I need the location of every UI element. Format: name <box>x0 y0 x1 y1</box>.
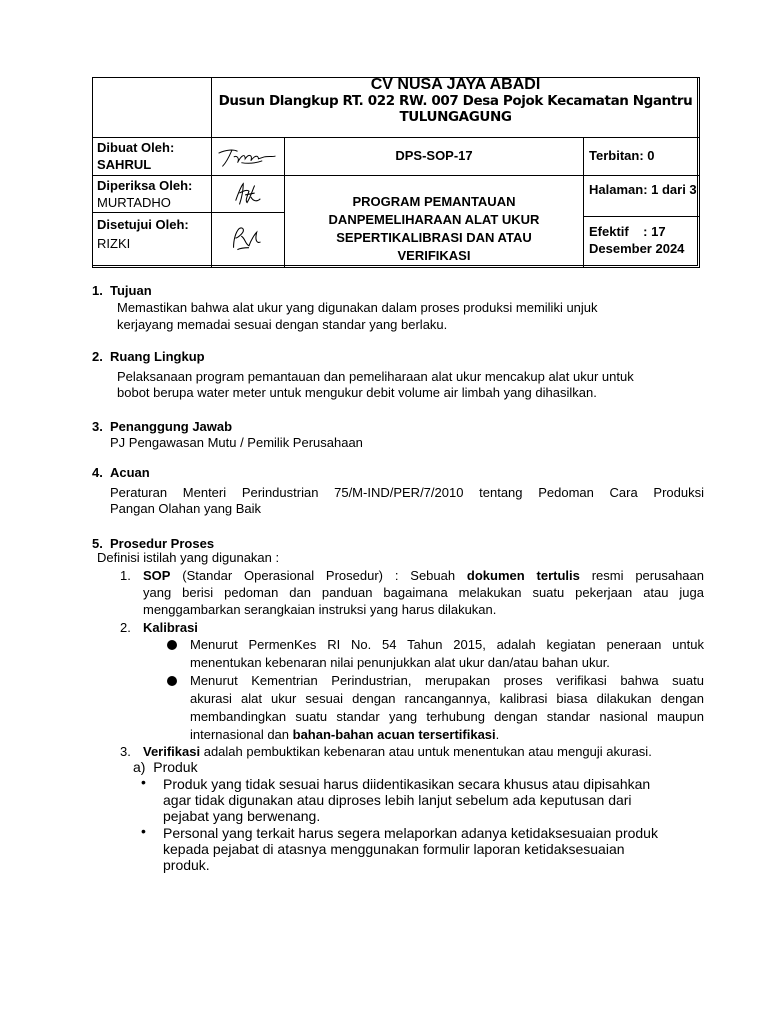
page-number: Halaman: 1 dari 3 <box>589 182 697 197</box>
section-2-line-2: bobot berupa water meter untuk mengukur debit volume air limbah yang dihasilkan. <box>117 385 597 400</box>
section-1-title: Tujuan <box>110 283 152 298</box>
kalibrasi-b2-line-3: membandingkan suatu standar yang terhubung dengan standar nasional maupun <box>190 709 704 724</box>
sop-line-1-mid: (Standar Operasional Prosedur) : Sebuah <box>170 568 467 583</box>
effective-cell <box>583 216 700 268</box>
company-address: Dusun Dlangkup RT. 022 RW. 007 Desa Pojok Kecamatan Ngantru <box>218 93 693 109</box>
kalibrasi-b1-line-1: Menurut PermenKes RI No. 54 Tahun 2015, adalah kegiatan peneraan untuk <box>190 637 704 652</box>
produk-p1-line-1: Produk yang tidak sesuai harus diidentikasikan secara khusus atau dipisahkan <box>163 776 651 792</box>
company-cell <box>211 77 700 138</box>
signature-image-3 <box>212 213 284 267</box>
company-city: TULUNGAGUNG <box>399 109 512 125</box>
section-3-number: 3. <box>92 419 103 434</box>
checked-by-name: MURTADHO <box>97 195 171 210</box>
sop-bold-phrase: dokumen tertulis <box>466 568 580 583</box>
sop-line-1 <box>143 567 704 584</box>
signature-rizki <box>211 212 285 268</box>
doc-title-line-3: SEPERTIKALIBRASI DAN ATAU <box>336 230 532 245</box>
kalibrasi-bullet-1 <box>167 640 177 650</box>
verifikasi-term: Verifikasi <box>143 744 201 759</box>
kalibrasi-b2-line-4 <box>190 726 499 743</box>
made-by-label: Dibuat Oleh: <box>97 140 175 155</box>
section-2-number: 2. <box>92 349 103 364</box>
produk-p1-line-2: agar tidak digunakan atau diproses lebih lanjut sebelum ada keputusan dari <box>163 792 632 808</box>
doc-title-line-1: PROGRAM PEMANTAUAN <box>352 194 516 209</box>
produk-bullet-2: • <box>141 823 146 839</box>
section-4-line-2: Pangan Olahan yang Baik <box>110 501 262 516</box>
produk-p2-line-3: produk. <box>163 857 210 873</box>
doc-title-line-4: VERIFIKASI <box>397 248 471 263</box>
produk-p2-line-2: kepada pejabat di atasnya menggunakan formulir laporan ketidaksesuaian <box>163 841 625 857</box>
title-cell <box>284 175 584 268</box>
approved-by-label: Disetujui Oleh: <box>97 217 189 232</box>
verifikasi-sub-a: a) Produk <box>133 759 198 775</box>
sop-line-3: menggambarkan serangkaian instruksi yang harus dilakukan. <box>143 602 497 617</box>
section-1-line-2: kerjayang memadai sesuai dengan standar yang berlaku. <box>117 317 448 332</box>
signature-murtadho <box>211 175 285 213</box>
section-3-title: Penanggung Jawab <box>110 419 233 434</box>
approved-by-cell <box>92 212 212 268</box>
verifikasi-number: 3. <box>120 744 131 759</box>
signature-image-1 <box>212 138 284 175</box>
kalibrasi-b2-line-2: akurasi alat ukur sesuai dengan rancangannya, kalibrasi biasa dilakukan dengan <box>190 691 704 706</box>
sop-line-1-end: resmi perusahaan <box>579 568 704 583</box>
effective-date: Efektif : 17 Desember 2024 <box>589 224 685 256</box>
kalibrasi-number: 2. <box>120 620 131 635</box>
section-1-number: 1. <box>92 283 103 298</box>
page-cell <box>583 175 700 217</box>
verifikasi-rest: adalah pembuktikan kebenaran atau untuk menentukan atau menguji akurasi. <box>200 744 652 759</box>
section-4-number: 4. <box>92 465 103 480</box>
kalibrasi-b2-line-4-end: . <box>495 727 500 742</box>
section-5-intro: Definisi istilah yang digunakan : <box>97 550 280 565</box>
kalibrasi-term: Kalibrasi <box>143 620 198 635</box>
kalibrasi-b2-line-1: Menurut Kementrian Perindustrian, merupakan proses verifikasi bahwa suatu <box>190 673 704 688</box>
produk-p1-line-3: pejabat yang berwenang. <box>163 808 321 824</box>
sop-line-2: yang berisi pedoman dan panduan bagaimana melakukan suatu pekerjaan atau juga <box>143 585 704 600</box>
approved-by-name: RIZKI <box>97 236 131 251</box>
kalibrasi-bullet-2 <box>167 676 177 686</box>
signature-sahrul <box>211 137 285 176</box>
section-4-line-1: Peraturan Menteri Perindustrian 75/M-IND/PER/7/2010 tentang Pedoman Cara Produksi <box>110 485 704 500</box>
section-4-title: Acuan <box>110 465 150 480</box>
section-1-line-1: Memastikan bahwa alat ukur yang digunakan dalam proses produksi memiliki unjuk <box>117 300 598 315</box>
kalibrasi-b1-line-2: menentukan kebenaran nilai penunjukkan alat ukur dan/atau bahan ukur. <box>190 655 610 670</box>
sop-number: 1. <box>120 568 131 583</box>
section-5-number: 5. <box>92 536 103 551</box>
kalibrasi-b2-bold: bahan-bahan acuan tersertifikasi <box>292 727 496 742</box>
produk-p2-line-1: Personal yang terkait harus segera melaporkan adanya ketidaksesuaian produk <box>163 825 658 841</box>
doc-title-line-2: DANPEMELIHARAAN ALAT UKUR <box>328 212 540 227</box>
logo-cell <box>92 77 212 138</box>
section-2-line-1: Pelaksanaan program pemantauan dan pemeliharaan alat ukur mencakup alat ukur untuk <box>117 369 634 384</box>
header-table <box>92 77 698 266</box>
verifikasi-line <box>143 743 652 760</box>
section-5-title: Prosedur Proses <box>110 536 215 551</box>
made-by-cell <box>92 137 212 176</box>
section-3-text: PJ Pengawasan Mutu / Pemilik Perusahaan <box>110 435 363 450</box>
kalibrasi-b2-line-4-start: internasional dan <box>190 727 293 742</box>
signature-image-2 <box>212 176 284 212</box>
made-by-name: SAHRUL <box>97 157 152 172</box>
doc-code-cell <box>284 137 584 176</box>
checked-by-cell <box>92 175 212 213</box>
sop-term: SOP <box>143 568 171 583</box>
edition-cell <box>583 137 700 176</box>
checked-by-label: Diperiksa Oleh: <box>97 178 193 193</box>
company-name: CV NUSA JAYA ABADI <box>370 76 541 93</box>
produk-bullet-1: • <box>141 774 146 790</box>
doc-code: DPS-SOP-17 <box>395 148 473 163</box>
section-2-title: Ruang Lingkup <box>110 349 205 364</box>
edition: Terbitan: 0 <box>589 148 655 163</box>
